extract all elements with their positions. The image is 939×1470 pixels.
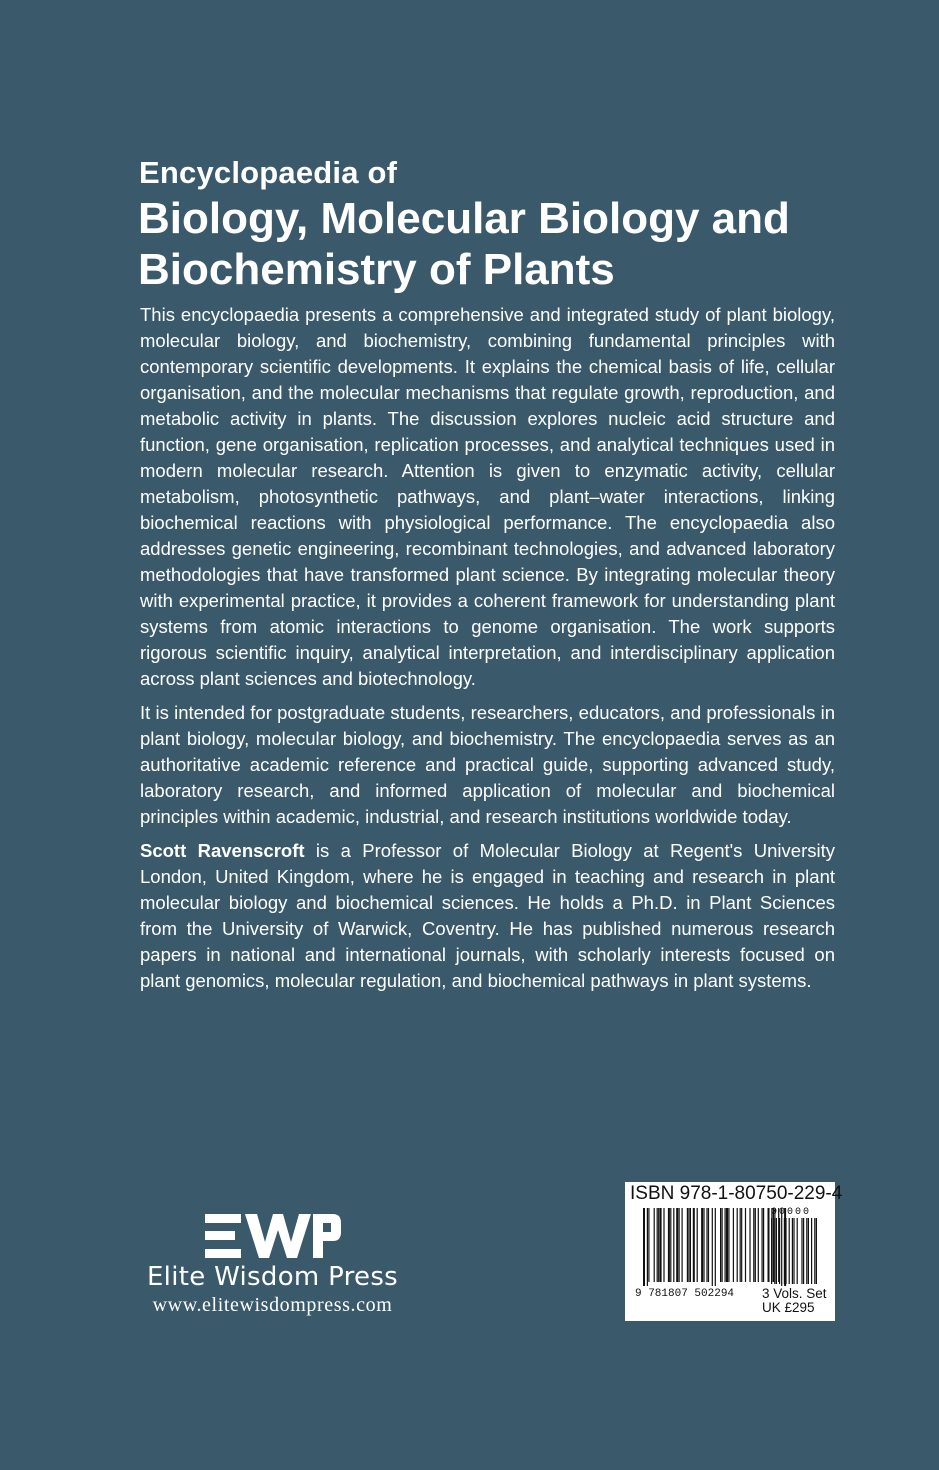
barcode-bar — [762, 1208, 763, 1282]
book-title-line-1: Biology, Molecular Biology and — [138, 194, 790, 243]
barcode-bar — [690, 1208, 691, 1282]
barcode-bar — [668, 1208, 670, 1282]
publisher-url: www.elitewisdompress.com — [152, 1294, 393, 1316]
barcode-bar — [648, 1208, 649, 1282]
barcode-bar — [706, 1208, 707, 1282]
barcode-bar — [741, 1208, 742, 1282]
addon-bar — [776, 1218, 777, 1284]
barcode-bar — [722, 1208, 723, 1282]
book-title-line-2: Biochemistry of Plants — [138, 245, 615, 294]
addon-bar — [814, 1218, 815, 1284]
addon-bar — [792, 1218, 793, 1284]
addon-bar — [808, 1218, 809, 1284]
barcode-bar — [643, 1208, 645, 1286]
author-bio-text: is a Professor of Molecular Biology at Regent's University London, United Kingdom, where he is engaged in teaching and research in plant molecular biology and biochemical sciences. He holds a Ph.D. in Plant Sciences from the University of Warwick, Coventry. He has published numerous research papers in national and international journals, with scholarly interests focused on plant genomics, molecular regulation, and biochemical pathways in plant systems. — [140, 840, 835, 991]
barcode-bar — [688, 1208, 689, 1282]
publisher-logo — [140, 1212, 405, 1317]
book-title — [138, 193, 898, 295]
addon-bar — [793, 1218, 794, 1284]
barcode-bar — [763, 1208, 764, 1282]
price-label: UK £295 — [762, 1300, 815, 1315]
ewp-logo-mark — [203, 1212, 343, 1260]
barcode-bar — [679, 1208, 680, 1282]
barcode-bar — [673, 1208, 674, 1282]
addon-bar — [785, 1218, 786, 1284]
barcode-bar — [720, 1208, 721, 1282]
barcode-digits: 9 781807 502294 — [635, 1288, 735, 1300]
addon-bar — [816, 1218, 817, 1284]
barcode-bar — [657, 1208, 658, 1282]
addon-bar — [774, 1218, 775, 1284]
isbn-barcode — [625, 1182, 843, 1321]
barcode-bar — [703, 1208, 704, 1282]
volumes-label: 3 Vols. Set — [762, 1286, 827, 1301]
addon-digits: 00000 — [771, 1207, 812, 1218]
barcode-bar — [753, 1208, 754, 1282]
barcode-bar — [647, 1208, 648, 1286]
isbn-label: ISBN 978-1-80750-229-4 — [630, 1183, 843, 1204]
description-paragraph-2: It is intended for postgraduate students, researchers, educators, and professionals in plant biology, molecular biology, and biochemistry. The encyclopaedia serves as an authoritative academic reference and practical guide, supporting advanced study, laboratory research, and informed application of molecular and biochemical principles within academic, industrial, and research institutions worldwide today. — [140, 702, 835, 827]
barcode-bar — [737, 1208, 738, 1282]
barcode-bar — [740, 1208, 741, 1282]
barcode-bar — [693, 1208, 695, 1282]
barcode-bar — [733, 1208, 734, 1282]
barcode-bar — [773, 1208, 774, 1282]
barcode-bar — [660, 1208, 662, 1282]
title-prefix: Encyclopaedia of — [139, 155, 398, 190]
addon-bar — [797, 1218, 798, 1284]
addon-bar — [784, 1218, 785, 1284]
barcode-bar — [728, 1208, 729, 1282]
author-name: Scott Ravenscroft — [140, 840, 305, 861]
author-bio — [140, 838, 835, 994]
barcode-bar — [654, 1208, 655, 1282]
description-paragraph-1: This encyclopaedia presents a comprehensive and integrated study of plant biology, molecular biology, and biochemistry, combining fundamental principles with contemporary scientific developments. It explains the chemical basis of life, cellular organisation, and the molecular mechanisms that regulate growth, reproduction, and metabolic activity in plants. The discussion explores nucleic acid structure and function, gene organisation, replication processes, and analytical techniques used in modern molecular research. Attention is given to enzymatic activity, cellular metabolism, photosynthetic pathways, and plant–water interactions, linking biochemical reactions with physiological performance. The encyclopaedia also addresses genetic engineering, recombinant technologies, and advanced laboratory methodologies that have transformed plant science. By integrating molecular theory with experimental practice, it provides a coherent framework for understanding plant systems from atomic interactions to genome organisation. The work supports rigorous scientific inquiry, analytical interpretation, and interdisciplinary application across plant sciences and biotechnology. — [140, 304, 835, 689]
barcode-bar — [745, 1208, 746, 1282]
barcode-bar — [768, 1208, 770, 1282]
barcode-bar — [701, 1208, 703, 1282]
barcode-bar — [697, 1208, 698, 1282]
barcode-bar — [687, 1208, 688, 1282]
barcode-bar — [682, 1208, 683, 1282]
addon-bar — [803, 1218, 804, 1284]
barcode-bar — [658, 1208, 659, 1282]
addon-bar — [789, 1218, 790, 1284]
addon-bar — [779, 1218, 780, 1284]
barcode-bar — [670, 1208, 671, 1282]
barcode-bar — [726, 1208, 728, 1282]
publisher-name: Elite Wisdom Press — [146, 1262, 399, 1292]
barcode-bar — [715, 1208, 716, 1286]
barcode-bar — [676, 1208, 678, 1282]
addon-bar — [811, 1218, 812, 1284]
barcode-bar — [755, 1208, 756, 1282]
barcode-bar — [758, 1208, 759, 1282]
barcode-bar — [725, 1208, 726, 1282]
barcode-bar — [708, 1208, 709, 1282]
back-cover-text — [140, 302, 835, 1002]
barcode-bar — [749, 1208, 750, 1282]
addon-bar — [801, 1218, 802, 1284]
barcode-bar — [663, 1208, 664, 1282]
barcode-bar — [712, 1208, 713, 1286]
addon-bar — [806, 1218, 807, 1284]
addon-bar — [771, 1218, 772, 1284]
barcode-bar — [781, 1208, 782, 1286]
